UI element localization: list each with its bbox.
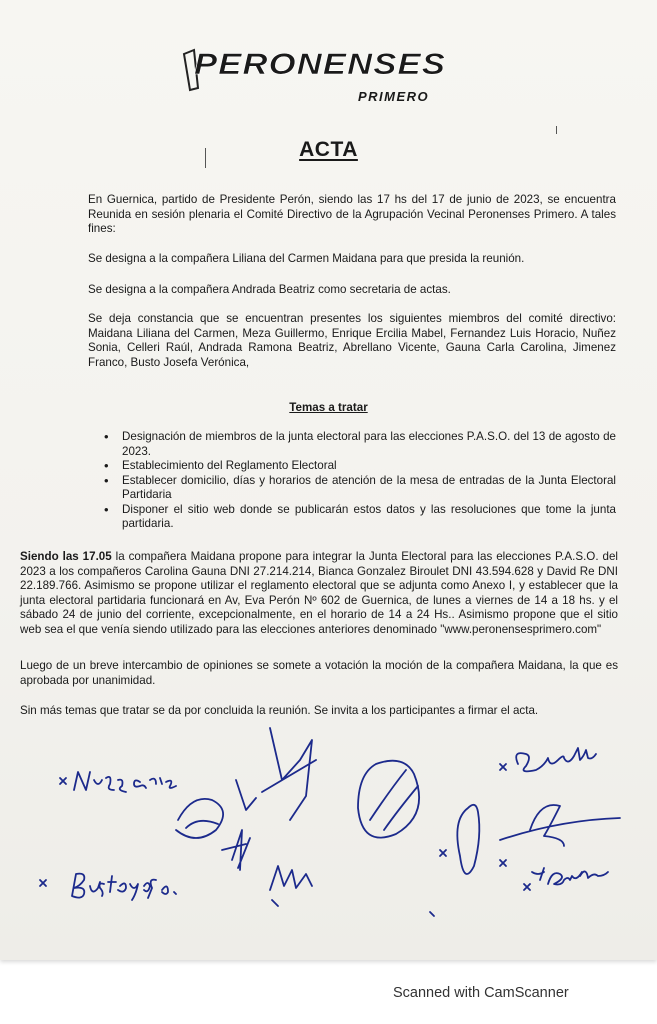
topics-heading: Temas a tratar [289, 401, 368, 414]
closing-paragraph: Sin más temas que tratar se da por concluida la reunión. Se invita a los participantes a firmar el acta. [20, 704, 539, 717]
page-title: ACTA [299, 138, 358, 161]
signature-handwritten [40, 874, 176, 900]
signature-handwritten [430, 805, 620, 916]
resolution-lead: Siendo las 17.05 [20, 550, 112, 563]
list-item: • Establecimiento del Reglamento Electoral [104, 459, 616, 474]
signature-handwritten [60, 772, 176, 792]
signature-handwritten [500, 748, 596, 771]
logo-line1: PERONENSES [194, 48, 446, 81]
vote-paragraph: Luego de un breve intercambio de opiniones se somete a votación la moción de la compañera Maidana, la que es aprobada por unanimidad. [20, 659, 618, 687]
signatures-area [0, 700, 657, 960]
secretary-designation: Se designa a la compañera Andrada Beatriz como secretaria de actas. [88, 283, 451, 296]
members-paragraph: Se deja constancia que se encuentran presentes los siguientes miembros del comité directivo: Maidana Liliana del Carmen, Meza Guillermo, Enrique Ercilia Mabel, Fernandez Luis Horacio, Nuñez Sonia, Celleri Raúl, Andrada Ramona Beatriz, Abrellano Vicente, Gauna Carla Carolina, Jimenez Franco, Busto Josefa Verónica, [88, 312, 616, 369]
signature-handwritten [358, 761, 419, 838]
list-item: • Disponer el sitio web donde se publicarán estos datos y las resoluciones que tome la junta partidaria. [104, 503, 616, 532]
resolution-text: la compañera Maidana propone para integrar la Junta Electoral para las elecciones P.A.S.O. del 2023 a los compañeros Carolina Gauna DNI 27.214.214, Bianca Gonzalez Biroulet DNI 43.594.628 y David Re DNI 22.189.766. Asimismo se propone utilizar el reglamento electoral que se adjunta como Anexo I, y establecer que la junta electoral partidaria funcionará en Av, Eva Perón Nº 602 de Guernica, de lunes a viernes de 14 a 18 hs. y el sábado 24 de junio del corriente, excepcionalmente, en el horario de 14 a 24 Hs.. Asimismo propone que el sitio web sea el que venía siendo utilizado para las elecciones anteriores denominado "www.peronensesprimero.com" [20, 550, 618, 636]
topics-list [104, 430, 616, 532]
list-item: • Establecer domicilio, días y horarios de atención de la mesa de entradas de la Junta Electoral Partidaria [104, 474, 616, 503]
scan-mark [556, 126, 557, 134]
logo-line2: PRIMERO [358, 89, 430, 104]
president-designation: Se designa a la compañera Liliana del Carmen Maidana para que presida la reunión. [88, 252, 525, 265]
organization-logo [176, 44, 456, 108]
resolution-paragraph [20, 550, 618, 637]
intro-paragraph: En Guernica, partido de Presidente Perón, siendo las 17 hs del 17 de junio de 2023, se encuentra Reunida en sesión plenaria el Comité Directivo de la Agrupación Vecinal Peronenses Primero. A tales fines: [88, 193, 616, 235]
scanner-watermark: Scanned with CamScanner [393, 985, 569, 1001]
signature-handwritten [176, 728, 316, 906]
list-item: • Designación de miembros de la junta electoral para las elecciones P.A.S.O. del 13 de agosto de 2023. [104, 430, 616, 459]
